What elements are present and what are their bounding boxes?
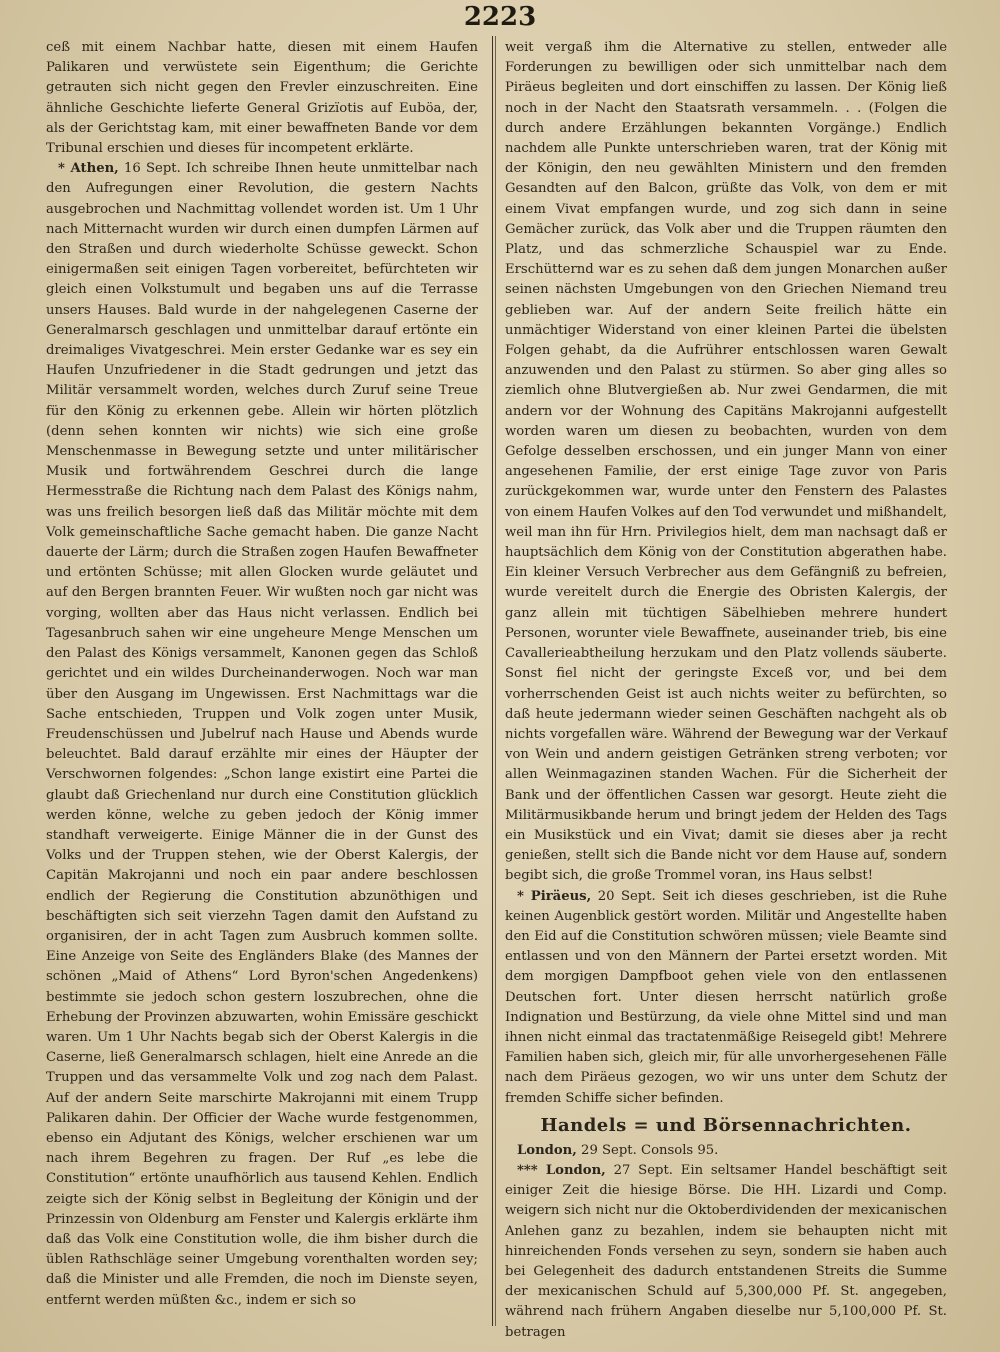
paragraph-text: weit vergaß ihm die Alternative zu stellen, entweder alle Forderungen zu bewilligen oder sich unmittelbar nach dem Piräeus begleiten und dort einschiffen zu lassen. Der König ließ noch in der Nacht den Staatsrath versammeln. . . (Folgen die durch andere Erzählungen bekannten Vorgänge.) Endlich nachdem alle Punkte unterschrieben waren, trat der König mit der Königin, den neu gewählten Ministern und den fremden Gesandten auf den Balcon, grüßte das Volk, von dem er mit einem Vivat empfangen wurde, und zog sich dann in seine Gemächer zurück, das Volk aber und die Truppen räumten den Platz, und das schmerzliche Schauspiel war zu Ende. Erschütternd war es zu sehen daß dem jungen Monarchen außer seinen nächsten Umgebungen von den Griechen Niemand treu geblieben war. Auf der andern Seite freilich hätte ein unmächtiger Widerstand von einer kleinen Partei die übelsten Folgen gehabt, da die Aufrührer entschlossen waren Gewalt anzuwenden und den Palast zu stürmen. So aber ging alles so ziemlich ohne Blutvergießen ab. Nur zwei Gendarmen, die mit andern vor der Wohnung des Capitäns Makrojanni aufgestellt worden waren um diesen zu beobachten, wurden von dem Gefolge desselben erschossen, und ein junger Mann von einer angesehenen Familie, der erst einige Tage zuvor von Paris zurückgekommen war, wurde unter den Fenstern des Palastes von einem Haufen Volkes auf den Tod verwundet und mißhandelt, weil man ihn für Hrn. Privilegios hielt, dem man nachsagt daß er hauptsächlich dem König von der Constitution abgerathen habe. Ein kleiner Versuch Verbrecher aus dem Gefängniß zu befreien, wurde vereitelt durch die Energie des Obristen Kalergis, der ganz allein mit tüchtigen Säbelhieben mehrere hundert Personen, worunter viele Bewaffnete, auseinander trieb, bis eine Cavallerieabtheilung herzukam und den Platz vollends säuberte. Sonst fiel nicht der geringste Exceß vor, und bei dem vorherrschenden Geist ist auch nichts weiter zu befürchten, so daß heute jedermann wieder seinen Geschäften nachgeht als ob nichts vorgefallen wäre. Während der Bewegung war der Verkauf von Wein und andern geistigen Getränken streng verboten; vor allen Weinmagazinen standen Wachen. Für die Sicherheit der Bank und der öffentlichen Cassen war gesorgt. Heute zieht die Militärmusikbande herum und bringt jedem der Helden des Tags ein Musikstück und ein Vivat; damit sie dieses aber ja recht genießen, stellt sich die Bande nicht vor dem Hause auf, sondern begibt sich, die große Trommel voran, ins Haus selbst! bbox=[505, 40, 947, 884]
paragraph-text: 20 Sept. Seit ich dieses geschrieben, ist die Ruhe keinen Augenblick gestört worden. Militär und Angestellte haben den Eid auf die Constitution schwören müssen; viele Beamte sind entlassen und von den Männern der Partei ersetzt worden. Mit dem morgigen Dampfboot gehen viele von den entlassenen Deutschen fort. Unter diesen herrscht natürlich große Indignation und Bestürzung, da viele ohne Mittel sind und man ihnen nicht einmal das tractatenmäßige Reisegeld gibt! Mehrere Familien haben sich, gleich mir, für alle unvorhergesehenen Fälle nach dem Piräeus gezogen, wo wir uns unter dem Schutz der fremden Schiffe sicher befinden. bbox=[505, 888, 948, 1106]
article-continuation bbox=[46, 38, 478, 159]
right-column bbox=[505, 38, 947, 1343]
paragraph-text: ceß mit einem Nachbar hatte, diesen mit einem Haufen Palikaren und verwüstete sein Eigenthum; die Gerichte getrauten sich nicht gegen den Frevler einzuschreiten. Eine ähnliche Geschichte lieferte General Grizïotis auf Euböa, der, als der Gerichtstag kam, mit einer bewaffneten Bande vor dem Tribunal erschien und dieses für incompetent erklärte. bbox=[46, 40, 478, 157]
market-entry bbox=[505, 1141, 947, 1161]
paragraph-text: 29 Sept. Consols 95. bbox=[576, 1142, 719, 1158]
article-athen bbox=[46, 159, 478, 1311]
dateline: *** London, bbox=[517, 1162, 606, 1178]
paragraph-text: 27 Sept. Ein seltsamer Handel beschäftigt seit einiger Zeit die hiesige Börse. Die HH. Lizardi und Comp. weigern sich nicht nur die Oktoberdividenden der mexicanischen Anlehen ganz zu bezahlen, indem sie behaupten nicht mit hinreichenden Fonds versehen zu seyn, sondern sie haben auch bei Gelegenheit des dadurch entstandenen Streits die Summe der mexicanischen Schuld auf 5,300,000 Pf. St. angegeben, während nach frühern Angaben dieselbe nur 5,100,000 Pf. St. betragen bbox=[505, 1162, 947, 1340]
page-number: 2223 bbox=[463, 2, 537, 32]
left-column bbox=[46, 38, 478, 1311]
dateline: * Piräeus, bbox=[517, 888, 592, 904]
dateline: * Athen, bbox=[58, 161, 119, 177]
article-piraeus bbox=[505, 887, 947, 1109]
column-rule-inner bbox=[495, 36, 496, 1326]
market-entry bbox=[505, 1161, 947, 1343]
section-heading: Handels = und Börsennachrichten. bbox=[540, 1114, 912, 1136]
dateline: London, bbox=[517, 1142, 577, 1158]
paragraph-text: 16 Sept. Ich schreibe Ihnen heute unmittelbar nach den Aufregungen einer Revolution, die gestern Nachts ausgebrochen und Nachmittag vollendet worden ist. Um 1 Uhr nach Mitternacht wurden wir durch einen dumpfen Lärmen auf den Straßen und durch wiederholte Schüsse geweckt. Schon einigermaßen seit einigen Tagen vorbereitet, befürchteten wir gleich einen Volkstumult und begaben uns auf die Terrasse unsers Hauses. Bald wurde in der nahgelegenen Caserne der Generalmarsch geschlagen und unmittelbar darauf ertönte ein dreimaliges Vivatgeschrei. Mein erster Gedanke war es sey ein Haufen Unzufriedener in die Stadt gedrungen und jetzt das Militär versammelt worden, welches durch Zuruf seine Treue für den König zu erkennen gebe. Allein wir hörten plötzlich (denn sehen konnten wir nichts) wie sich eine große Menschenmasse in Bewegung setzte und unter militärischer Musik und fortwährendem Geschrei durch die lange Hermesstraße die Richtung nach dem Palast des Königs nahm, was uns freilich besorgen ließ daß das Militär möchte mit dem Volk gemeinschaftliche Sache gemacht haben. Die ganze Nacht dauerte der Lärm; durch die Straßen zogen Haufen Bewaffneter und ertönten Schüsse; mit allen Glocken wurde geläutet und auf den Bergen brannten Feuer. Wir wußten noch gar nicht was vorging, wollten aber das Haus nicht verlassen. Endlich bei Tagesanbruch sahen wir eine ungeheure Menge Menschen um den Palast des Königs versammelt, Kanonen gegen das Schloß gerichtet und ein wildes Durcheinanderwogen. Noch war man über den Ausgang im Ungewissen. Erst Nachmittags war die Sache entschieden, Truppen und Volk zogen unter Musik, Freudenschüssen und Jubelruf nach Hause und Abends wurde beleuchtet. Bald darauf erzählte mir eines der Häupter der Verschwornen folgendes: „Schon lange existirt eine Partei die glaubt daß Griechenland nur durch eine Constitution glücklich werden könne, welche zu geben jedoch der König immer standhaft verweigerte. Einige Männer die in der Gunst des Volks und der Truppen stehen, wie der Oberst Kalergis, der Capitän Makrojanni und noch ein paar andere beschlossen endlich der Regierung die Constitution abzunöthigen und beschäftigten sich seit vierzehn Tagen damit den Aufstand zu organisiren, der in acht Tagen zum Ausbruch kommen sollte. Eine Anzeige von Seite des Engländers Blake (des Mannes der schönen „Maid of Athens“ Lord Byron'schen Angedenkens) bestimmte sie jedoch schon gestern loszubrechen, ohne die Erhebung der Provinzen abzuwarten, wohin Emissäre geschickt waren. Um 1 Uhr Nachts begab sich der Oberst Kalergis in die Caserne, ließ Generalmarsch schlagen, hielt eine Anrede an die Truppen und das versammelte Volk und zog nach dem Palast. Auf der andern Seite marschirte Makrojanni mit einem Trupp Palikaren dahin. Der Officier der Wache wurde festgenommen, ebenso ein Adjutant des Königs, welcher erschienen war um nach ihrem Begehren zu fragen. Der Ruf „es lebe die Constitution“ ertönte unaufhörlich aus tausend Kehlen. Endlich zeigte sich der König selbst in Begleitung der Königin und der Prinzessin von Oldenburg am Fenster und Kalergis erklärte ihm daß das Volk eine Constitution wolle, die ihm bisher durch die üblen Rathschläge seiner Umgebung vorenthalten worden sey; daß die Minister und alle Fremden, die noch im Dienste seyen, entfernt werden müßten &c., indem er sich so bbox=[46, 161, 478, 1308]
column-rule bbox=[492, 36, 493, 1326]
article-athen-continued bbox=[505, 38, 947, 887]
